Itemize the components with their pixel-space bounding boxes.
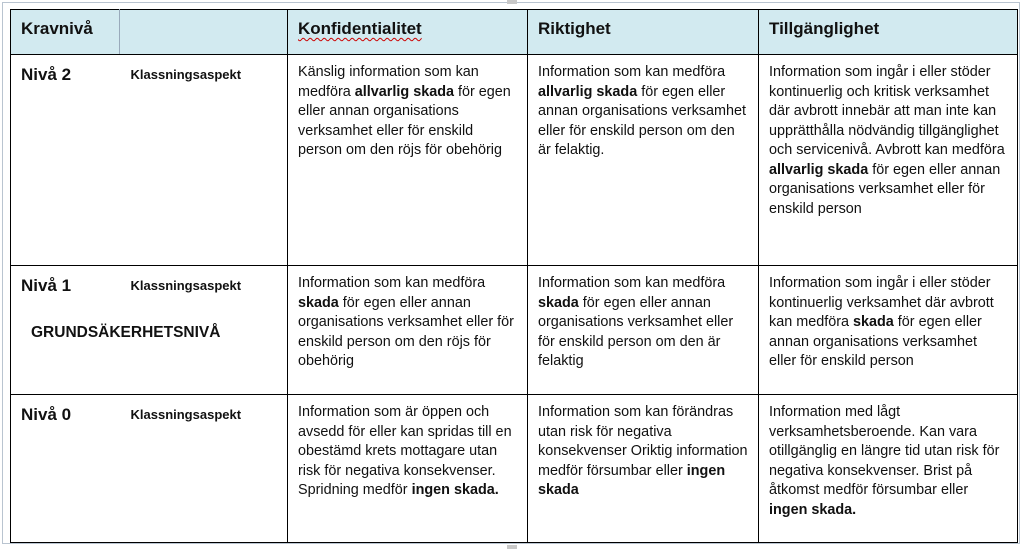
classification-table xyxy=(10,9,1018,543)
level-cell xyxy=(11,395,120,543)
aspect-label: Klassningsaspekt xyxy=(130,67,242,82)
aspect-label: Klassningsaspekt xyxy=(130,278,242,293)
header-kravniva: Kravnivå xyxy=(11,10,120,55)
header-row xyxy=(11,10,1018,55)
table-row xyxy=(11,55,1018,266)
riktighet-cell: Information som kan medföra allvarlig skada för egen eller annan organisations verksamhet eller för enskild person om den är felaktig. xyxy=(528,55,759,266)
resize-handle-bottom[interactable] xyxy=(507,545,517,549)
table-row xyxy=(11,395,1018,543)
aspect-cell xyxy=(120,395,288,543)
konfidentialitet-cell: Information som är öppen och avsedd för eller kan spridas till en obestämd krets mottagare utan risk för negativa konsekvenser. Spridning medför ingen skada. xyxy=(288,395,528,543)
tillganglighet-cell: Information som ingår i eller stöder kontinuerlig och kritisk verksamhet där avbrott innebär att man inte kan upprätthålla nödvändig tillgänglighet och servicenivå. Avbrott kan medföra allvarlig skada för egen eller annan organisations verksamhet eller för enskild person xyxy=(759,55,1018,266)
header-riktighet: Riktighet xyxy=(528,10,759,55)
header-tillganglighet: Tillgänglighet xyxy=(759,10,1018,55)
table-row xyxy=(11,266,1018,395)
konfidentialitet-cell: Känslig information som kan medföra allvarlig skada för egen eller annan organisations verksamhet eller för enskild person om den röjs för obehörig xyxy=(288,55,528,266)
aspect-label: Klassningsaspekt xyxy=(130,407,242,422)
header-konfidentialitet: Konfidentialitet xyxy=(288,10,528,55)
riktighet-cell: Information som kan förändras utan risk för negativa konsekvenser Oriktig information medför försumbar eller ingen skada xyxy=(528,395,759,543)
level-label: Nivå 2 xyxy=(21,65,72,84)
tillganglighet-cell: Information som ingår i eller stöder kontinuerlig verksamhet där avbrott kan medföra skada för egen eller annan organisations verksamhet eller för enskild person xyxy=(759,266,1018,395)
level-label: Nivå 1 xyxy=(21,276,72,295)
level-label: Nivå 0 xyxy=(21,405,72,424)
resize-handle-top[interactable] xyxy=(507,0,517,4)
level-cell xyxy=(11,55,120,266)
header-empty xyxy=(120,10,288,55)
riktighet-cell: Information som kan medföra skada för egen eller annan organisations verksamhet eller för enskild person om den är felaktig xyxy=(528,266,759,395)
baseline-security-label: GRUNDSÄKERHETSNIVÅ xyxy=(31,324,221,341)
konfidentialitet-cell: Information som kan medföra skada för egen eller annan organisations verksamhet eller för enskild person om den röjs för obehörig xyxy=(288,266,528,395)
aspect-cell xyxy=(120,55,288,266)
tillganglighet-cell: Information med lågt verksamhetsberoende. Kan vara otillgänglig en längre tid utan risk för negativa konsekvenser. Brist på åtkomst medför försumbar eller ingen skada. xyxy=(759,395,1018,543)
